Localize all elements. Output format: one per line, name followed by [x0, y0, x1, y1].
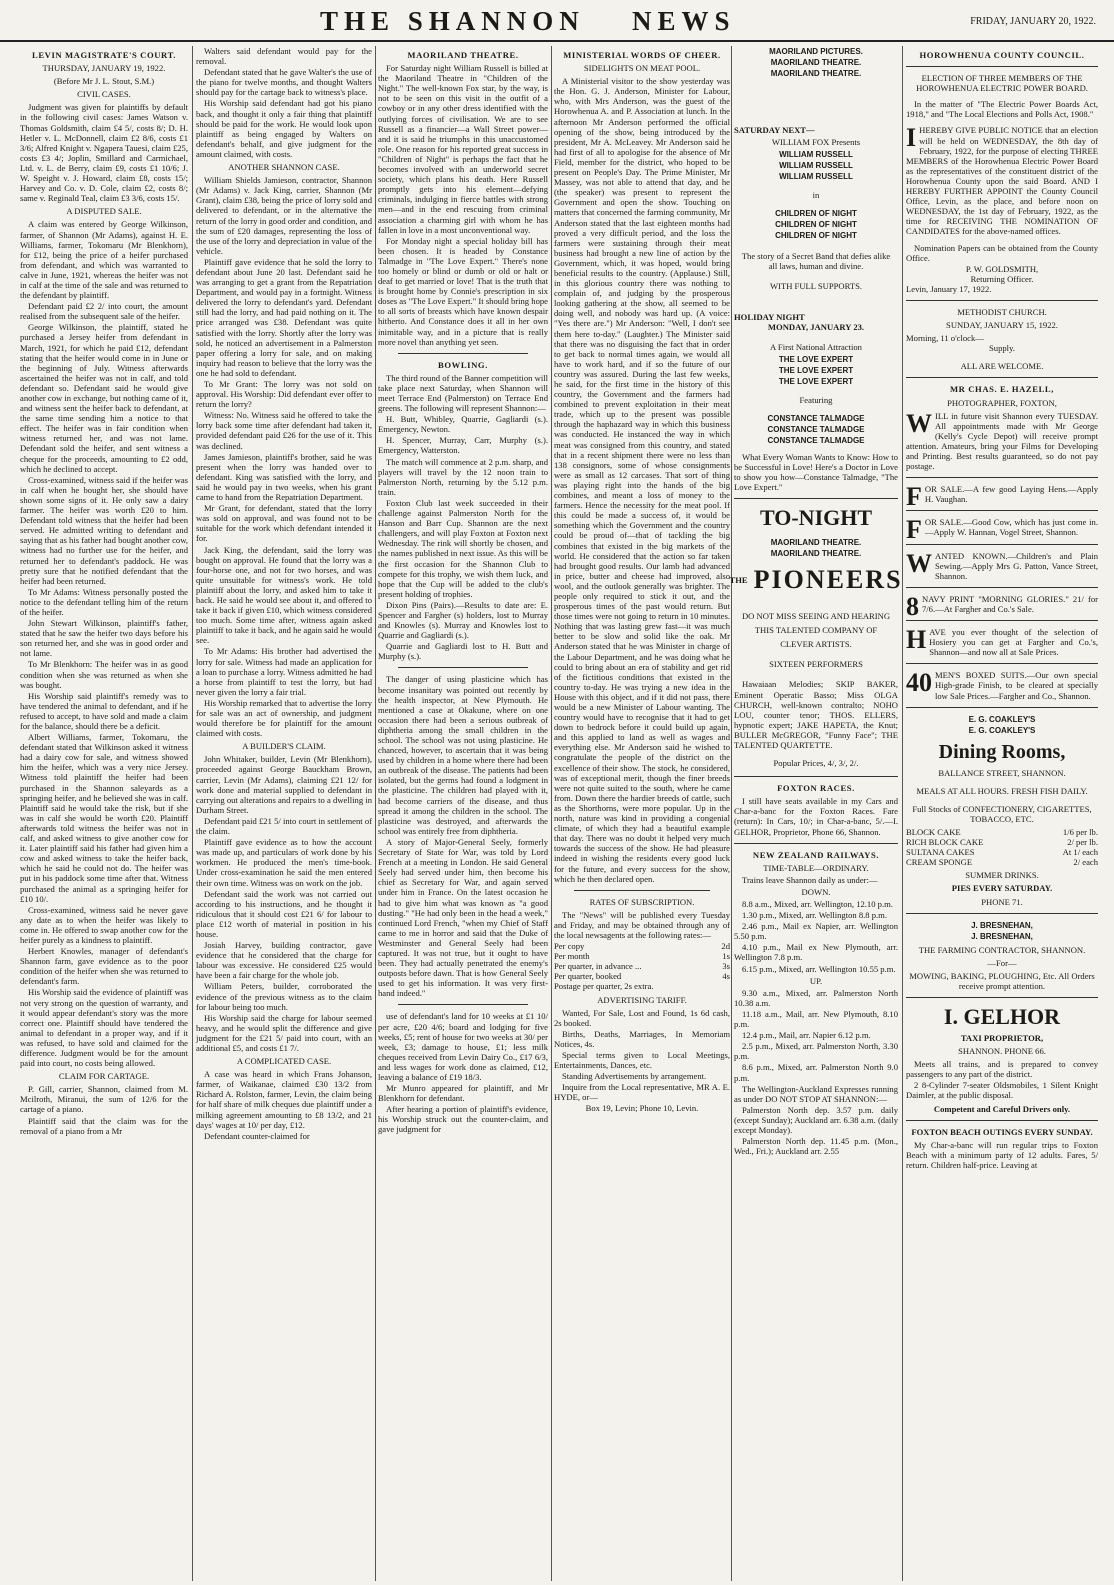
divider — [734, 843, 898, 844]
pies-line: PIES EVERY SATURDAY. — [951, 883, 1053, 894]
paragraph: His Worship said the charge for labour seemed heavy, and he would split the difference and give judgment for the £21 5/ paid into court, with an additional £5, and costs £1 7/. — [196, 1012, 372, 1053]
dining-rooms: Dining Rooms, — [938, 740, 1066, 763]
dining-meals: MEALS AT ALL HOURS. FRESH FISH DAILY. — [916, 785, 1088, 796]
tonight-heading: TO-NIGHT — [759, 505, 873, 531]
rate-value: 1s — [722, 951, 730, 962]
theatre-name: MAORILAND THEATRE. — [770, 538, 862, 548]
paragraph: His Worship said defendant had got his piano back, and thought it only a fair thing that plaintiff should be paid for the work. He would look upon plaintiff as being engaged by Walters on defendant's behalf, and give judgment for the amount claimed, with costs. — [196, 98, 372, 159]
rate-value: 3s — [722, 961, 730, 972]
paragraph: Plaintiff gave evidence as to how the account was made up, and particulars of work done by his workmen. He produced the men's time-book. Under cross-examination he said the men entered their own time. Witness was on work on the job. — [196, 837, 372, 888]
paragraph: His Worship said the evidence of plaintiff was not very strong on the question of warranty, and it would appear defendant's story was the more correct one. Plaintiff should have tendered the animal to defendant in a proper way, and if it was refused, to have sold and claimed for the difference. Judgment would be for the amount paid into court, no costs being allowed. — [20, 987, 188, 1069]
rate-row — [554, 981, 730, 991]
tariff-heading: ADVERTISING TARIFF. — [597, 994, 687, 1005]
rate-label: Postage per quarter, 2s extra. — [554, 981, 654, 992]
supports-line: WITH FULL SUPPORTS. — [769, 281, 863, 292]
paragraph: A claim was entered by George Wilkinson, farmer, of Shannon (Mr Adams), against H. E. Williams, farmer, Tokomaru (Mr Blenkhorn), for £12, being the price of a heifer purchased from defendant, and which was warranted to calve in June, 1921, whereas the heifer was not in calf at the time of the sale and was returned to the defendant by plaintiff. — [20, 219, 188, 301]
rate-label: Per copy — [554, 941, 585, 952]
paragraph: His Worship remarked that to advertise the lorry for sale was an act of ownership, and judgment would therefore be for plaintiff for the amount claimed with costs. — [196, 697, 372, 739]
masthead-date: FRIDAY, JANUARY 20, 1922. — [970, 16, 1096, 27]
paragraph: Cross-examined, witness said he never gave any date as to when the heifer was likely to come in. He offered to swap another cow for the heifer purely as a kindness to plaintiff. — [20, 904, 188, 945]
featuring-label: Featuring — [799, 394, 833, 405]
dining-phone: PHONE 71. — [981, 896, 1023, 907]
star-name: CONSTANCE TALMADGE — [767, 435, 865, 445]
paragraph: Inquire from the Local representative, MR A. E. HYDE, or— — [554, 1082, 730, 1103]
star-name: WILLIAM RUSSELL — [779, 150, 853, 160]
train-entry: Palmerston North dep. 11.45 p.m. (Mon., Wed., Fri.); Auckland arr. 2.55 — [734, 1136, 898, 1157]
contact-line: Box 19, Levin; Phone 10, Levin. — [585, 1103, 699, 1114]
paragraph: For Saturday night William Russell is billed at the Maoriland Theatre in "Children of the Night." The well-known Fox star, by the way, is not to be seen on this visit in the outfit of a cowboy or in any other dress identified with the outlying forces of civilisation. We are to see Russell as a financier—a Wall Street power—and it is said he triumphs in this unaccustomed role. One reason for his reported great success in "Children of Night" is perhaps the fact that he becomes involved with an underworld secret society, which plans his death. Here Russell promptly gets into his element—defying criminals, indulging in fierce battles with strong men—and in the end rescuing from criminal association a charming girl with whom he has fallen in love in a most unconventional way. — [378, 63, 548, 235]
dining-address: BALLANCE STREET, SHANNON. — [938, 767, 1066, 778]
paragraph: The third round of the Banner competition will take place next Saturday, when Shannon will meet Terrace End (Palmerston) on Terrace End greens. The following will represent Shannon:— — [378, 372, 548, 414]
paragraph: Nomination Papers can be obtained from the County Office. — [906, 242, 1098, 263]
drop-cap: I — [906, 123, 917, 153]
film-tagline: What Every Woman Wants to Know: How to be Successful in Love! Here's a Doctor in Love to show you how—Constance Talmadge, "The Love Expert." — [734, 451, 898, 493]
paragraph: I still have seats available in my Cars and Char-a-banc for the Foxton Races. Fare (return): In Cars, 10/; in Char-a-banc, 5/.—I. GELHOR, Proprietor, Phone 66, Shannon. — [734, 796, 898, 837]
divider — [906, 587, 1098, 588]
column-theatre — [378, 46, 548, 1581]
court-heading: LEVIN MAGISTRATE'S COURT. — [31, 50, 177, 60]
train-entry: 12.4 p.m., Mail, arr. Napier 6.12 p.m. — [742, 1030, 871, 1041]
train-entry: 8.8 a.m., Mixed, arr. Wellington, 12.10 p.m. — [742, 899, 893, 909]
church-supply: Supply. — [989, 343, 1015, 354]
paragraph: Foxton Club last week succeeded in their challenge against Palmerston North for the Hanson and Barr Cup. Shannon are the next challengers, and will play Foxton at Foxton next Wednesday. The rink will shortly be chosen, and the names published in next issue. As this will be the first occasion for the Shannon Club to compete for this trophy, we wish them luck, and hope that the Cup will be added to the club's present holding of trophies. — [378, 497, 548, 599]
divider — [906, 544, 1098, 545]
drop-cap: 8 — [906, 591, 919, 621]
section-heading: A BUILDER'S CLAIM. — [242, 741, 326, 752]
column-minister — [554, 46, 730, 1581]
court-date: THURSDAY, JANUARY 19, 1922. — [42, 63, 166, 74]
paragraph: John Whitaker, builder, Levin (Mr Blenkhorn), proceeded against George Bauckham Brown, carrier, Levin (Mr Adams), claiming £21 12/ for work done and material supplied to defendant in carrying out alterations and repairs to a dwelling in Durham Street. — [196, 754, 372, 815]
navy-text: NAVY PRINT "MORNING GLORIES." 21/ for 7/6.—At Fargher and Co.'s Sale. — [922, 593, 1098, 614]
bresnehan-name: J. BRESNEHAN, — [971, 920, 1033, 930]
rates-heading: RATES OF SUBSCRIPTION. — [589, 896, 695, 907]
divider — [734, 776, 898, 777]
paragraph: To Mr Grant: The lorry was not sold on approval. His Worship: Did defendant ever offer to return the lorry? — [196, 379, 372, 410]
paragraph: H. Spencer, Murray, Carr, Murphy (s.). Emergency, Watterston. — [378, 435, 548, 456]
paragraph: Albert Williams, farmer, Tokomaru, the defendant stated that Wilkinson asked it witness had a dairy cow for sale, and witness showed him the heifer, which was a very nice Jersey. Witness told plaintiff the heifer had been purchased in the Shannon saleyards as a springing heifer, and he believed she was in calf. Plaintiff said he would take the risk, but if she was in calf she would be worth £20. Plaintiff afterwards told witness the heifer was not in calf, and asked witness to give another cow for it. Later plaintiff said his father had given him a cow and asked witness to take the heifer back, which he said he could not do. The heifer was put in his paddock some time after that. Witness purchased the animal as a springing heifer for £10 10/. — [20, 732, 188, 904]
drop-cap: W — [906, 548, 932, 578]
sale-notice — [906, 515, 1098, 545]
cake-label: BLOCK CAKE — [906, 826, 961, 837]
drivers-line: Competent and Careful Drivers only. — [933, 1103, 1071, 1114]
paragraph: Cross-examined, witness said if the heifer was in calf when he bought her, she should have shown some signs of it. He only saw a dairy farmer. The heifer was worth £20 to him. Defendant told witness that the heifer had been served. He admitted writing to defendant and saying that as his father had bought another cow, witness had no further use for the heifer, and returned her to defendant's paddock. He was pretty sure that he notified defendant that the heifer had been returned. — [20, 474, 188, 586]
prices-line: Popular Prices, 4/, 3/, 2/. — [773, 758, 859, 769]
paragraph: William Shields Jamieson, contractor, Shannon (Mr Adams) v. Jack King, carrier, Shannon (Mr Grant), claim £38, being the price of lorry sold and delivered to defendant, or in the alternative the return of the lorry in good order and condition, and the sum of £20 damages, representing the loss of the use of the lorry and depreciation in value of the vehicle. — [196, 175, 372, 256]
beach-heading: FOXTON BEACH OUTINGS EVERY SUNDAY. — [911, 1126, 1093, 1137]
taxi-title: TAXI PROPRIETOR, — [960, 1033, 1044, 1043]
paragraph: Jack King, the defendant, said the lorry was bought on approval. He found that the lorry was a four-horse one, and not for two horses, and was quite unsuitable for witness's work. He told plaintiff about the lorry, and asked him to take it back. He said he would see about it, and offered to take it back if given £10, which witness considered too much. Some time after, witness again asked plaintiff to take it back, and he again said he would see. — [196, 544, 372, 646]
paragraph: Special terms given to Local Meetings, Entertainments, Dances, etc. — [554, 1050, 730, 1071]
rate-label: Per quarter, booked — [554, 971, 622, 982]
cake-row — [906, 837, 1098, 847]
train-entry: 1.30 p.m., Mixed, arr. Wellington 8.8 p.m. — [742, 910, 887, 921]
paragraph: To Mr Adams: Witness personally posted the notice to the defendant telling him of the return of the heifer. — [20, 586, 188, 617]
star-name: CONSTANCE TALMADGE — [767, 424, 865, 434]
church-morning: Morning, 11 o'clock— — [906, 333, 984, 344]
rate-row — [554, 971, 730, 981]
election-title: ELECTION OF THREE MEMBERS OF THE HOROWHENUA ELECTRIC POWER BOARD. — [916, 73, 1088, 94]
section-heading: A COMPLICATED CASE. — [236, 1056, 332, 1067]
paragraph: Witness: No. Witness said he offered to take the lorry back some time after defendant had taken it, provided defendant paid £26 for the use of it. This was declined. — [196, 410, 372, 451]
rate-value: 2d — [721, 941, 730, 952]
paragraph: William Peters, builder, corroborated the evidence of the previous witness as to the claim for labour being too much. — [196, 981, 372, 1012]
timetable-label: TIME-TABLE—ORDINARY. — [763, 862, 869, 873]
divider — [906, 477, 1098, 478]
drop-cap: 40 — [906, 668, 932, 698]
saturday-label: SATURDAY NEXT— — [734, 125, 815, 135]
divider — [398, 667, 528, 668]
divider — [906, 707, 1098, 708]
holiday-date: MONDAY, JANUARY 23. — [767, 321, 865, 332]
paragraph: Mr Grant, for defendant, stated that the lorry was sold on approval, and was found not to be suitable for the work which defendant intended it for. — [196, 503, 372, 544]
train-entry: 2.5 p.m., Mixed, arr. Palmerston North, 3.30 p.m. — [734, 1041, 898, 1062]
rate-value — [716, 981, 730, 991]
paragraph: P. Gill, carrier, Shannon, claimed from M. Mcilroth, Miranui, the sum of 12/6 for the cartage of a piano. — [20, 1084, 188, 1115]
cake-price: At 1/ each — [1062, 847, 1098, 858]
section-heading: CLAIM FOR CARTAGE. — [58, 1071, 150, 1082]
paragraph: Plaintiff gave evidence that he sold the lorry to defendant about June 20 last. Defendant said he was arranging to get a grant from the Repatriation Department, and would pay in a fortnight. Witness delivered the lorry to defendant's yard. Defendant still had the lorry, and had paid nothing on it. The price arranged was £38. Defendant was quite satisfied with the lorry. Shortly after the lorry was sold, he noticed an advertisement in a Palmerston paper offering a lorry for sale, and on making inquiry had reason to believe that the lorry was the one he had sold to defendant. — [196, 256, 372, 378]
film-title: THE LOVE EXPERT — [778, 365, 854, 375]
drop-cap: F — [906, 482, 922, 512]
paragraph: A story of Major-General Seely, formerly Secretary of State for War, was told by Lord French at a meeting in London. He said General Seely had served under him, then become his chief as Secretary for War, and again served under him in France. On the latest occasion he had to give him what was known as "a good dusting." "He had only been in the head a week," continued Lord French, "when my Chief of Staff came to me in horror and said that the Duke of Westminster and General Seely had been captured. It was not true, but it ought to have been. They had actually penetrated the enemy's outposts before dawn. That is how General Seely used to get his information. It was very first-hand indeed." — [378, 836, 548, 999]
column-rule — [192, 46, 193, 1581]
paragraph: A Ministerial visitor to the show yesterday was the Hon. G. J. Anderson, Minister for Labour, who, with Mrs Anderson, was the guest of the Horowhenua A. and P. Association at lunch. In the afternoon Mr Anderson performed the official opening of the show, being introduced by the president, Mr A. McLeavey. Mr Anderson said he had first of all to apologise for the absence of Mr Field, member for the district, who hoped to be present on People's Day. The Prime Minister, Mr Massey, was not able to attend that day, and he (the speaker) was present to represent the Government and open the show. Touching on matters that concerned the farming community, Mr Anderson stated that the last eighteen months had proved a very difficult period, and the loss the farmers were sustaining through their meat business had brought a new line of action by the Government, which, it was hoped, would bring beneficial results to the country. (Applause.) Still, in this glorious country there was nothing to complain of, and judging by the prosperous looking gathering at the show, all seemed to be doing well, and nobody was hard up. (A voice: "Yes there are.") Mr Anderson: "Well, I don't see them here to-day." (Laughter.) The Minister said that there was no disguising the fact that in order to get back to normal times again, we would all have to work hard, and if so the future of our country was assured. During the last few weeks, he said, for the first time in the history of this country, the Government and the farmers had combined to prevent exploitation in their meat trade, which up to the present was possible through the haphazard way in which this business was conducted. He instanced the way in which meat was consigned from this country, and stated that in a recent shipment there were no less than 138 consignors, some of whose consignments were as small as 12 carcases. That sort of thing was playing right into the hands of the big combines, and meant a loss of money to the farmers. Hence the necessity for the meat pool. If this could be made a success of, it would be something which the Government and the country could be proud of—that of tackling the big combines that existed in the big markets of the world. He considered that the action so far taken had brought good results. Our lamb had advanced in price, butter and cheese had improved, also wool, and the outlook generally was brighter. The people only required to stick it out, and the prosperous times of the past would return. But those times were not going to return in 10 minutes. Nothing that was lasting grew fast—it was much better to be slow and solid like the oak. Mr Anderson stated that he was Minister in charge of the Labour Department, and he was doing what he could to bring about an era of stability and get rid of the fictitious conditions that existed in the country to-day. He was trying a new idea in the House with this object, and if it did not pass, there would be a new Minister of Labour wanting. The country would have to recognise that it had to get down to bedrock before it could build up again, and this applied to land as well as wages and everything else. Mr Anderson said he wished to congratulate the people of the district on the excellence of their show. The stock, he considered, was of exceptional merit, though the finer breeds were not quite suited to the south, where he came from. Down there the hardier breeds of cattle, such as the Shorthorns, were more popular. Up in the north, nature was kind in providing a congenial climate, of which they had a beautiful example that day. There was no doubt it helped very much towards the success of the show. He had pleasure indeed in wishing the residents every good luck for the future, and every success for the show, which he then declared open. — [554, 76, 730, 884]
performers-count: SIXTEEN PERFORMERS — [769, 659, 863, 670]
officer-name: P. W. GOLDSMITH, — [965, 263, 1039, 274]
divider — [398, 1004, 528, 1005]
bowling-heading: BOWLING. — [438, 359, 488, 370]
holiday-label: HOLIDAY NIGHT — [734, 311, 805, 322]
cake-row — [906, 827, 1098, 837]
rate-label: Per quarter, in advance ... — [554, 961, 642, 972]
film-title: CHILDREN OF NIGHT — [775, 220, 857, 230]
train-entry: 2.46 p.m., Mail ex Napier, arr. Wellington 5.50 p.m. — [734, 921, 898, 942]
hosiery-notice — [906, 627, 1098, 657]
paragraph: Mr Munro appeared for plaintiff, and Mr Blenkhorn for defendant. — [378, 1083, 548, 1104]
down-label: DOWN. — [801, 886, 831, 897]
column-court-continued — [196, 46, 372, 1581]
paragraph: Defendant said the work was not carried out according to his instructions, and he thought it ridiculous that it should cost £21 6/ for labour to place £12 worth of material in position in his house. — [196, 888, 372, 939]
paragraph: Walters said defendant would pay for the removal. — [196, 46, 372, 67]
election-notice — [906, 125, 1098, 236]
column-notices — [906, 46, 1098, 1581]
theatre-name: MAORILAND THEATRE. — [770, 69, 862, 78]
navy-notice — [906, 591, 1098, 621]
cake-price: 2/ each — [1073, 857, 1098, 868]
church-heading: METHODIST CHURCH. — [957, 306, 1047, 317]
minister-subheading: SIDELIGHTS ON MEAT POOL. — [583, 63, 701, 74]
paragraph: To Mr Blenkhorn: The heifer was in as good condition when she was returned as when she was bought. — [20, 659, 188, 690]
pioneers-title — [729, 559, 903, 601]
church-date: SUNDAY, JANUARY 15, 1922. — [946, 320, 1058, 331]
column-rule — [902, 46, 903, 1581]
pictures-heading: MAORILAND PICTURES. — [769, 47, 863, 56]
divider — [398, 353, 528, 354]
hazell-name: MR CHAS. E. HAZELL, — [949, 384, 1055, 395]
sale-notice — [906, 482, 1098, 512]
pioneers-the: THE — [729, 575, 748, 586]
theatre-name: MAORILAND THEATRE. — [770, 549, 862, 559]
church-welcome: ALL ARE WELCOME. — [960, 361, 1044, 372]
council-heading: HOROWHENUA COUNTY COUNCIL. — [919, 50, 1085, 60]
paragraph: H. Butt, Whibley, Quarrie, Gagliardi (s.). Emergency, Newton. — [378, 414, 548, 435]
paragraph: 2 8-Cylinder 7-seater Oldsmobiles, 1 Silent Knight Daimler, at the public disposal. — [906, 1080, 1098, 1101]
divider — [906, 510, 1098, 511]
officer-role: Returning Officer. — [970, 273, 1034, 284]
paragraph: In the matter of "The Electric Power Boards Act, 1918," and "The Local Elections and Polls Act, 1908." — [906, 99, 1098, 120]
rate-value: 4s — [722, 971, 730, 982]
cake-label: SULTANA CAKES — [906, 847, 975, 858]
rate-label: Per month — [554, 951, 590, 962]
paragraph: Dixon Pins (Pairs).—Results to date are: E. Spencer and Fargher (s) holders, lost to Murray and Knowles (s). Murray and Knowles lost to Quarrie and Gagliardi (s.). — [378, 599, 548, 641]
paragraph: use of defendant's land for 10 weeks at £1 10/ per acre, £20 4/6; board and lodging for five weeks, £5; rent of house for two weeks at 30/ per week, £3; damage to house, £1; less milk cheques received from Levin Dairy Co., £17 6/3, and less wages for work done as claimed, £12, leaving a balance of £19 18/3. — [378, 1011, 548, 1082]
train-entry: 11.18 a.m., Mail, arr. New Plymouth, 8.10 p.m. — [734, 1008, 898, 1030]
paragraph: Defendant paid £2 2/ into court, the amount realised from the subsequent sale of the heifer. — [20, 301, 188, 322]
rate-row — [554, 941, 730, 951]
paragraph: Births, Deaths, Marriages, In Memoriam Notices, 4s. — [554, 1028, 730, 1049]
suits-notice — [906, 670, 1098, 700]
masthead-title-left: THE SHANNON — [320, 6, 585, 36]
cake-price: 1/6 per lb. — [1062, 826, 1098, 837]
section-heading: ANOTHER SHANNON CASE. — [228, 162, 340, 173]
train-entry: 6.15 p.m., Mixed, arr. Wellington 10.55 p.m. — [742, 963, 896, 974]
paragraph: Herbert Knowles, manager of defendant's Shannon farm, gave evidence as to the poor condition of the heifer when she was returned to defendant's farm. — [20, 946, 188, 987]
notice-text: HEREBY GIVE PUBLIC NOTICE that an election will be held on WEDNESDAY, the 8th day of February, 1922, for the purpose of electing THREE MEMBERS of the Horowhenua Electric Power Board as the representatives of the constituent district of the Horowhenua County upon the said Board. AND I HEREBY FURTHER APPOINT the County Council Office, Levin, as the place, and before noon on WEDNESDAY, the 1st day of February, 1922, as the time for RECEIVING THE NOMINATION OF CANDIDATES for the above-named offices. — [906, 125, 1098, 237]
column-rule — [551, 46, 552, 1581]
cake-label: CREAM SPONGE — [906, 857, 973, 868]
gelhor-name: I. GELHOR — [943, 1004, 1061, 1029]
suits-text: MEN'S BOXED SUITS.—Our own special High-grade Finish, to be cleared at specially low Sale Prices.—Fargher and Co., Shannon. — [935, 670, 1098, 701]
rate-row — [554, 961, 730, 971]
paragraph: Defendant paid £21 5/ into court in settlement of the claim. — [196, 815, 372, 837]
train-entry: 4.10 p.m., Mail ex New Plymouth, arr. Wellington 7.8 p.m. — [734, 942, 898, 963]
divider — [906, 620, 1098, 621]
theatre-name: MAORILAND THEATRE. — [770, 58, 862, 67]
hazell-title: PHOTOGRAPHER, FOXTON, — [947, 397, 1057, 408]
paragraph: Wanted, For Sale, Lost and Found, 1s 6d cash, 2s booked. — [554, 1007, 730, 1028]
bresnehan-title: THE FARMING CONTRACTOR, SHANNON. — [918, 944, 1086, 955]
divider — [906, 997, 1098, 998]
paragraph: After hearing a portion of plaintiff's evidence, his Worship struck out the counter-claim, and gave judgment for — [378, 1104, 548, 1135]
divider — [906, 300, 1098, 301]
bresnehan-name: J. BRESNEHAN, — [971, 931, 1033, 941]
hazell-notice — [906, 408, 1098, 472]
summer-drinks: SUMMER DRINKS. — [965, 870, 1039, 881]
paragraph: Trains leave Shannon daily as under:— — [742, 874, 878, 885]
taxi-phone: SHANNON. PHONE 66. — [958, 1046, 1046, 1057]
section-heading: CIVIL CASES. — [77, 89, 131, 100]
dining-stocks: Full Stocks of CONFECTIONERY, CIGARETTES, TOBACCO, ETC. — [912, 803, 1092, 824]
cake-label: RICH BLOCK CAKE — [906, 837, 984, 848]
paragraph: Defendant counter-claimed for — [204, 1130, 310, 1141]
star-name: WILLIAM RUSSELL — [779, 161, 853, 171]
train-entry: 9.30 a.m., Mixed, arr. Palmerston North 10.38 a.m. — [734, 987, 898, 1008]
train-entry: 8.6 p.m., Mixed, arr. Palmerston North 9.0 p.m. — [734, 1062, 898, 1083]
paragraph: The match will commence at 2 p.m. sharp, and players will travel by the 12 noon train to Palmerston North, returning by the 5.12 p.m. train. — [378, 456, 548, 497]
divider — [574, 890, 710, 891]
up-label: UP. — [809, 975, 823, 986]
paragraph: My Char-a-banc will run regular trips to Foxton Beach with a minimum party of 12 adults. Fares, 5/ return. Children half-price. Leaving at — [906, 1139, 1098, 1170]
cake-price: 2/ per lb. — [1067, 837, 1098, 848]
paragraph: Defendant stated that he gave Walter's the use of the piano for twelve months, and thought Walters should pay for the cartage back to witness's place. — [196, 67, 372, 98]
divider — [906, 663, 1098, 664]
paragraph: His Worship said plaintiff's remedy was to have tendered the animal to defendant, and if he refused to accept, to have sold and made a claim for the balance, should there be a deficit. — [20, 690, 188, 731]
paragraph: The "News" will be published every Tuesday and Friday, and may be obtained through any of the local newsagents at the following rates:— — [554, 909, 730, 940]
divider — [906, 913, 1098, 914]
bresnehan-services: MOWING, BAKING, PLOUGHING, Etc. All Orders receive prompt attention. — [909, 970, 1095, 991]
paragraph: John Stewart Wilkinson, plaintiff's father, stated that he saw the heifer two days before his son returned her, and she was in good order and not lame. — [20, 618, 188, 659]
film-title: CHILDREN OF NIGHT — [775, 209, 857, 219]
minister-heading: MINISTERIAL WORDS OF CHEER. — [563, 50, 721, 60]
for-label: —For— — [987, 957, 1017, 968]
theatre-heading: MAORILAND THEATRE. — [407, 50, 519, 60]
paragraph: Meets all trains, and is prepared to convey passengers to any part of the district. — [906, 1059, 1098, 1080]
divider — [906, 66, 1098, 67]
wanted-notice — [906, 548, 1098, 581]
paragraph: A case was heard in which Frans Johanson, farmer, of Waikanae, claimed £30 13/2 from Richard A. Rolston, farmer, Levin, the claim being for half share of milk cheques due plaintiff under a milking agreement amounting to £8 13/2, and 21 days' wages at 10/ per day, £12. — [196, 1069, 372, 1130]
paragraph: James Jamieson, plaintiff's brother, said he was present when the lorry was handed over to defendant. King was satisfied with the lorry, and said he would pay in two weeks, when his grant came to hand from the Repatriation Department. — [196, 451, 372, 503]
paragraph: Quarrie and Gagliardi lost to H. Butt and Murphy (s.). — [378, 641, 548, 662]
section-heading: A DISPUTED SALE. — [66, 206, 142, 217]
court-before: (Before Mr J. L. Stout, S.M.) — [53, 76, 155, 87]
column-rule — [731, 46, 732, 1581]
paragraph: The danger of using plasticine which has become insanitary was pointed out recently by the health inspector, at New Plymouth. He mentioned a case at Okakune, where on one occasion there had been a serious outbreak of diphtheria among the small children in the school. The school was not using plasticine. He chanced, however, to ascertain that it was being used by children in a home where there had been an outbreak of the disease. The patients had been isolated, but the germs had found a lodgment in the plasticine. The children had played with it, had become carriers of the disease, and thus spread it among the children in the school. The plasticine was destroyed, and afterwards the school was entirely free from diphtheria. — [378, 674, 548, 836]
paragraph: Josiah Harvey, building contractor, gave evidence that he considered that the charge for labour was excessive. He considered £25 would have been a fair charge for the whole job. — [196, 940, 372, 981]
star-name: WILLIAM RUSSELL — [779, 172, 853, 182]
coakley-name: E. G. COAKLEY'S — [968, 714, 1036, 724]
foxton-heading: FOXTON RACES. — [777, 783, 855, 794]
drop-cap: F — [906, 515, 922, 545]
column-court — [20, 46, 188, 1581]
officer-date: Levin, January 17, 1922. — [906, 283, 992, 294]
column-pictures — [729, 46, 903, 1581]
masthead-title-right: NEWS — [632, 6, 736, 36]
paragraph: Standing Advertisements by arrangement. — [562, 1071, 707, 1082]
drop-cap: W — [906, 408, 932, 438]
cake-row — [906, 857, 1098, 867]
film-title: THE LOVE EXPERT — [778, 376, 854, 386]
column-rule — [375, 46, 376, 1581]
pioneers-description: DO NOT MISS SEEING AND HEARING THIS TALENTED COMPANY OF CLEVER ARTISTS. — [741, 611, 891, 650]
paragraph: For Monday night a special holiday bill has been chosen. It is headed by Constance Talmadge in "The Love Expert." There's none too homely or blind or dumb or old or halt or deaf to get married or love! That is the truth that is brought home by Connie's prescription in six doses as "The Love Expert." It should bring hope to all sorts of breasts which have known despair hitherto. And Constance does it all in her own inimitable way, and in a picture that is really more novel than anything yet seen. — [378, 235, 548, 347]
paragraph: Plaintiff said that the claim was for the removal of a piano from a Mr — [20, 1115, 188, 1136]
paragraph: Judgment was given for plaintiffs by default in the following civil cases: James Watson v. Thomas Goldsmith, claim £4 5/, costs 8/; D. H. Hetler v. L. McDonnell, claim £2 8/6, costs £1 3/6; Alfred Knight v. Ngapera Tauesi, claim £25, costs £3 4/; Joplin, Smillard and Carmichael, Ltd. v. L. de Berry, claim £9, costs £1 10/6; J. W. Speight v. J. Howard, claim £8, costs 15/; Harvey and Co. v. D. Cole, claim £2, costs 8/; same v. Reginald Teal, claim £3 3/6, costs 15/. — [20, 102, 188, 204]
hosiery-text: AVE you ever thought of the selection of Hosiery you can get at Fargher and Co.'s, Shannon—and now all at Sale Prices. — [929, 627, 1098, 658]
railways-heading: NEW ZEALAND RAILWAYS. — [752, 849, 880, 860]
pioneers-name: PIONEERS — [753, 565, 903, 595]
film-title: THE LOVE EXPERT — [778, 354, 854, 364]
coakley-name: E. G. COAKLEY'S — [968, 725, 1036, 735]
cast-list: Hawaiaan Melodies; SKIP BAKER, Eminent Operatic Basso; Miss OLGA CHURCH, well-known contralto; NOHO LOU, counter tenor; THOS. ELLERS, hypnotic expert; JAKE HAPETA, the Knut; BULLER McGREGOR, "Funny Face"; THE TALENTED QUARTETTE. — [734, 679, 898, 750]
divider — [906, 377, 1098, 378]
paragraph: To Mr Adams: His brother had advertised the lorry for sale. Witness had made an application for a loan to purchase a lorry. Witness admitted he had a horse from plaintiff to test the lorry, but had never given the lorry a fair trial. — [196, 646, 372, 697]
train-entry: Palmerston North dep. 3.57 p.m. daily (except Sunday); Auckland arr. 6.38 a.m. (daily except Monday). — [734, 1104, 898, 1135]
divider — [734, 498, 898, 499]
attraction-line: A First National Attraction — [770, 341, 862, 352]
rates-table — [554, 941, 730, 991]
sale-text: OR SALE.—Good Cow, which has just come in.—Apply W. Hannan, Vogel Street, Shannon. — [924, 517, 1098, 538]
star-name: CONSTANCE TALMADGE — [767, 413, 865, 423]
film-title: CHILDREN OF NIGHT — [775, 231, 857, 241]
film-story: The story of a Secret Band that defies alike all laws, human and divine. — [741, 251, 891, 272]
hazell-text: ILL in future visit Shannon every TUESDAY. All appointments made with Mr George (Kelly's Cycle Depot) will receive prompt attention. Amateurs, bring your Films for Developing and Printing. Best results guaranteed, so do not pay postage. — [906, 410, 1098, 472]
masthead — [0, 0, 1114, 42]
cake-price-table — [906, 827, 1098, 867]
divider — [906, 1120, 1098, 1121]
drop-cap: H — [906, 625, 927, 655]
wanted-text: ANTED KNOWN.—Children's and Plain Sewing.—Apply Mrs G. Patton, Vance Street, Shannon. — [935, 550, 1098, 581]
cake-row — [906, 847, 1098, 857]
rate-row — [554, 951, 730, 961]
paragraph: George Wilkinson, the plaintiff, stated he purchased a Jersey heifer from defendant in March, 1921, for which he paid £12, defendant stating that the heifer would come in in June or the beginning of July. Witness afterwards ascertained the heifer was not in calf, and told defendant so. Defendant said he would give another cow in exchange, but nothing came of it, and witness sent the heifer back to defendant, at the same time sending him a notice to that effect. The heifer was in fair condition when witness returned her, and was not lame. Defendant sold the heifer, and sent witness a cheque for the proceeds, amounting to £2 odd, which he declined to accept. — [20, 322, 189, 474]
sale-text: OR SALE.—A few good Laying Hens.—Apply H. Vaughan. — [924, 484, 1098, 505]
presents-line: WILLIAM FOX Presents — [771, 137, 861, 148]
paragraph: The Wellington-Auckland Expresses running as under DO NOT STOP AT SHANNON:— — [734, 1083, 898, 1104]
in-label: in — [812, 190, 820, 201]
